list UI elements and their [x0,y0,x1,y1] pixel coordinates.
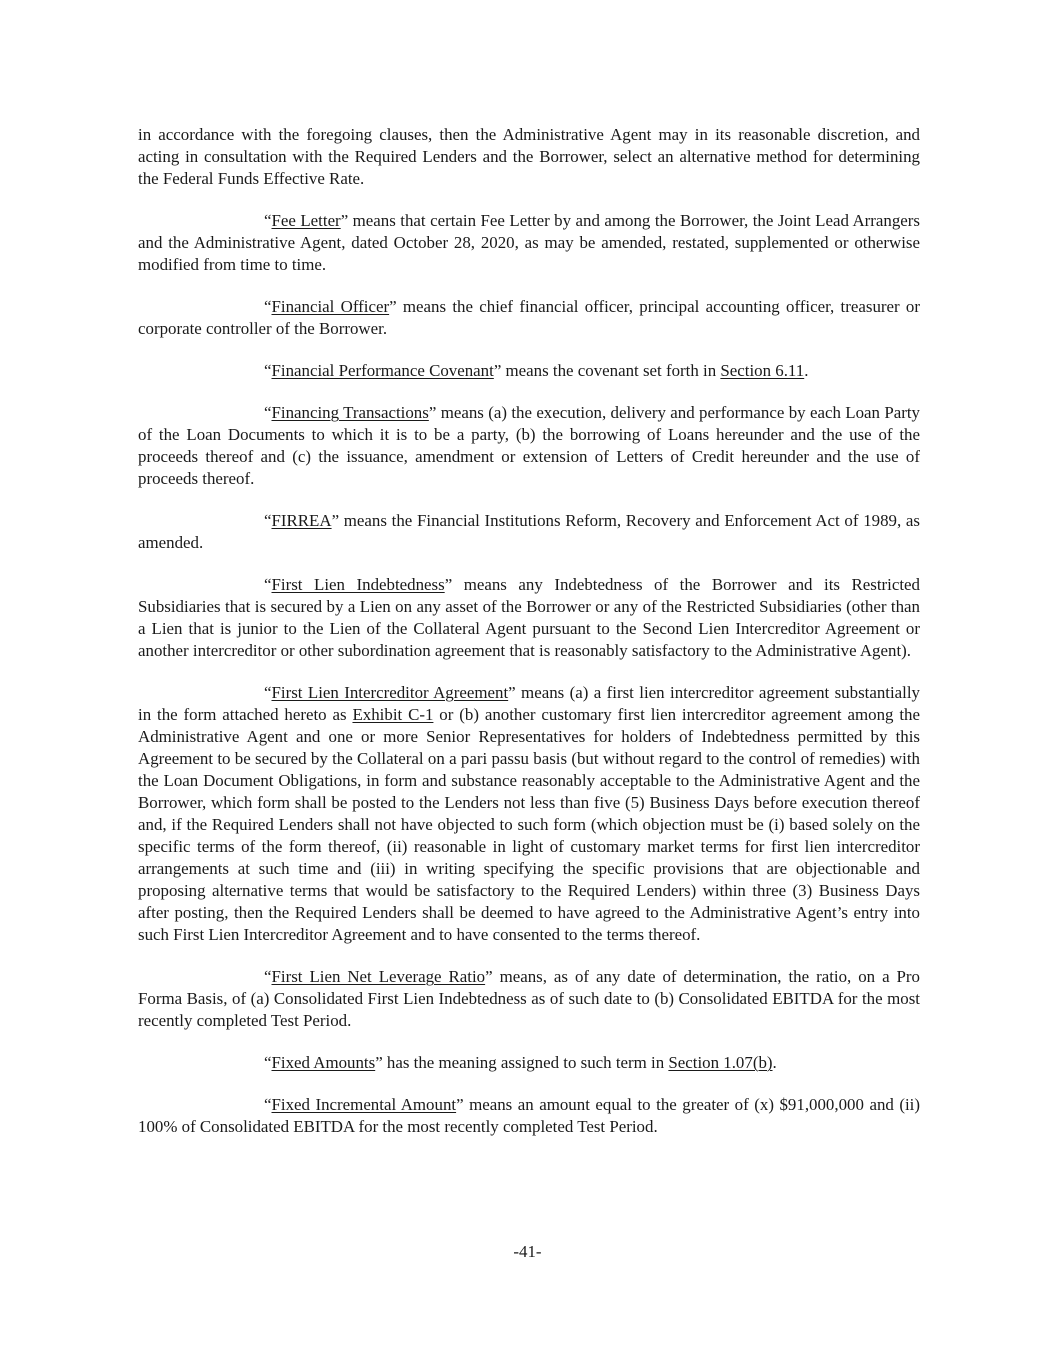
open-quote: “ [264,297,272,316]
document-page [138,124,920,1158]
definition-financing-transactions [138,402,920,490]
definition-text: ” means, as of any date of determination, the ratio, on a Pro Forma Basis, of (a) Consolidated First Lien Indebtedness as of such date to (b) Consolidated EBITDA for the most recently completed Test Period. [138,967,920,1030]
definition-first-lien-intercreditor-agreement [138,682,920,946]
open-quote: “ [264,1053,272,1072]
open-quote: “ [264,361,272,380]
open-quote: “ [264,1095,272,1114]
definition-text: ” means (a) the execution, delivery and performance by each Loan Party of the Loan Documents to which it is to be a party, (b) the borrowing of Loans hereunder and the use of the proceeds thereof and (c) the issuance, amendment or extension of Letters of Credit hereunder and the use of proceeds thereof. [138,403,920,488]
definition-end: . [772,1053,777,1072]
exhibit-reference: Exhibit C-1 [352,705,434,724]
open-quote: “ [264,511,272,530]
definition-text: ” has the meaning assigned to such term in [375,1053,669,1072]
defined-term: First Lien Indebtedness [271,575,445,594]
defined-term: Financial Officer [271,297,390,316]
definition-fixed-incremental-amount [138,1094,920,1138]
defined-term: Financing Transactions [271,403,429,422]
page-number: -41- [513,1242,542,1261]
open-quote: “ [264,683,272,702]
open-quote: “ [264,211,272,230]
definition-fixed-amounts [138,1052,920,1074]
open-quote: “ [264,575,272,594]
paragraph-text: in accordance with the foregoing clauses, then the Administrative Agent may in its reasonable discretion, and acting in consultation with the Required Lenders and the Borrower, select an alternative method for determining the Federal Funds Effective Rate. [138,125,920,188]
definition-financial-performance-covenant [138,360,920,382]
definition-fee-letter [138,210,920,276]
definition-first-lien-indebtedness [138,574,920,662]
defined-term: First Lien Net Leverage Ratio [271,967,486,986]
defined-term: FIRREA [271,511,332,530]
definition-text-continued: or (b) another customary first lien intercreditor agreement among the Administrative Agent and one or more Senior Representatives for holders of Indebtedness permitted by this Agreement to be secured by the Collateral on a pari passu basis (but without regard to the control of remedies) with the Loan Document Obligations, in form and substance reasonably acceptable to the Administrative Agent and the Borrower, which form shall be posted to the Lenders not less than five (5) Business Days before execution thereof and, if the Required Lenders shall not have objected to such form (which objection must be (i) based solely on the specific terms of the form thereof, (ii) reasonable in light of customary market terms for first lien intercreditor arrangements at such time and (iii) in writing specifying the specific provisions that are objectionable and proposing alternative terms that would be satisfactory to the Required Lenders) within three (3) Business Days after posting, then the Required Lenders shall be deemed to have agreed to the Administrative Agent’s entry into such First Lien Intercreditor Agreement and to have consented to the terms thereof. [138,705,920,944]
definition-financial-officer [138,296,920,340]
defined-term: Financial Performance Covenant [271,361,494,380]
open-quote: “ [264,403,272,422]
section-reference: Section 6.11 [720,361,805,380]
defined-term: Fixed Amounts [271,1053,376,1072]
open-quote: “ [264,967,272,986]
defined-term: Fee Letter [271,211,341,230]
definition-text: ” means the covenant set forth in [493,361,721,380]
definition-end: . [804,361,809,380]
defined-term: First Lien Intercreditor Agreement [271,683,509,702]
definition-first-lien-net-leverage-ratio [138,966,920,1032]
definition-text: ” means (a) a first lien intercreditor agreement substantially in the form attached hereto as [138,683,920,724]
paragraph-continuation [138,124,920,190]
definition-text: ” means that certain Fee Letter by and among the Borrower, the Joint Lead Arrangers and the Administrative Agent, dated October 28, 2020, as may be amended, restated, supplemented or otherwise modified from time to time. [138,211,920,274]
definition-text: ” means an amount equal to the greater of (x) $91,000,000 and (ii) 100% of Consolidated EBITDA for the most recently completed Test Period. [138,1095,920,1136]
definition-firrea [138,510,920,554]
definition-text: ” means the chief financial officer, principal accounting officer, treasurer or corporate controller of the Borrower. [138,297,921,338]
section-reference: Section 1.07(b) [668,1053,773,1072]
definition-text: ” means the Financial Institutions Reform, Recovery and Enforcement Act of 1989, as amended. [138,511,920,552]
defined-term: Fixed Incremental Amount [271,1095,457,1114]
definition-text: ” means any Indebtedness of the Borrower and its Restricted Subsidiaries that is secured by a Lien on any asset of the Borrower or any of the Restricted Subsidiaries (other than a Lien that is junior to the Lien of the Collateral Agent pursuant to the Second Lien Intercreditor Agreement or another intercreditor or other subordination agreement that is reasonably satisfactory to the Administrative Agent). [138,575,920,660]
